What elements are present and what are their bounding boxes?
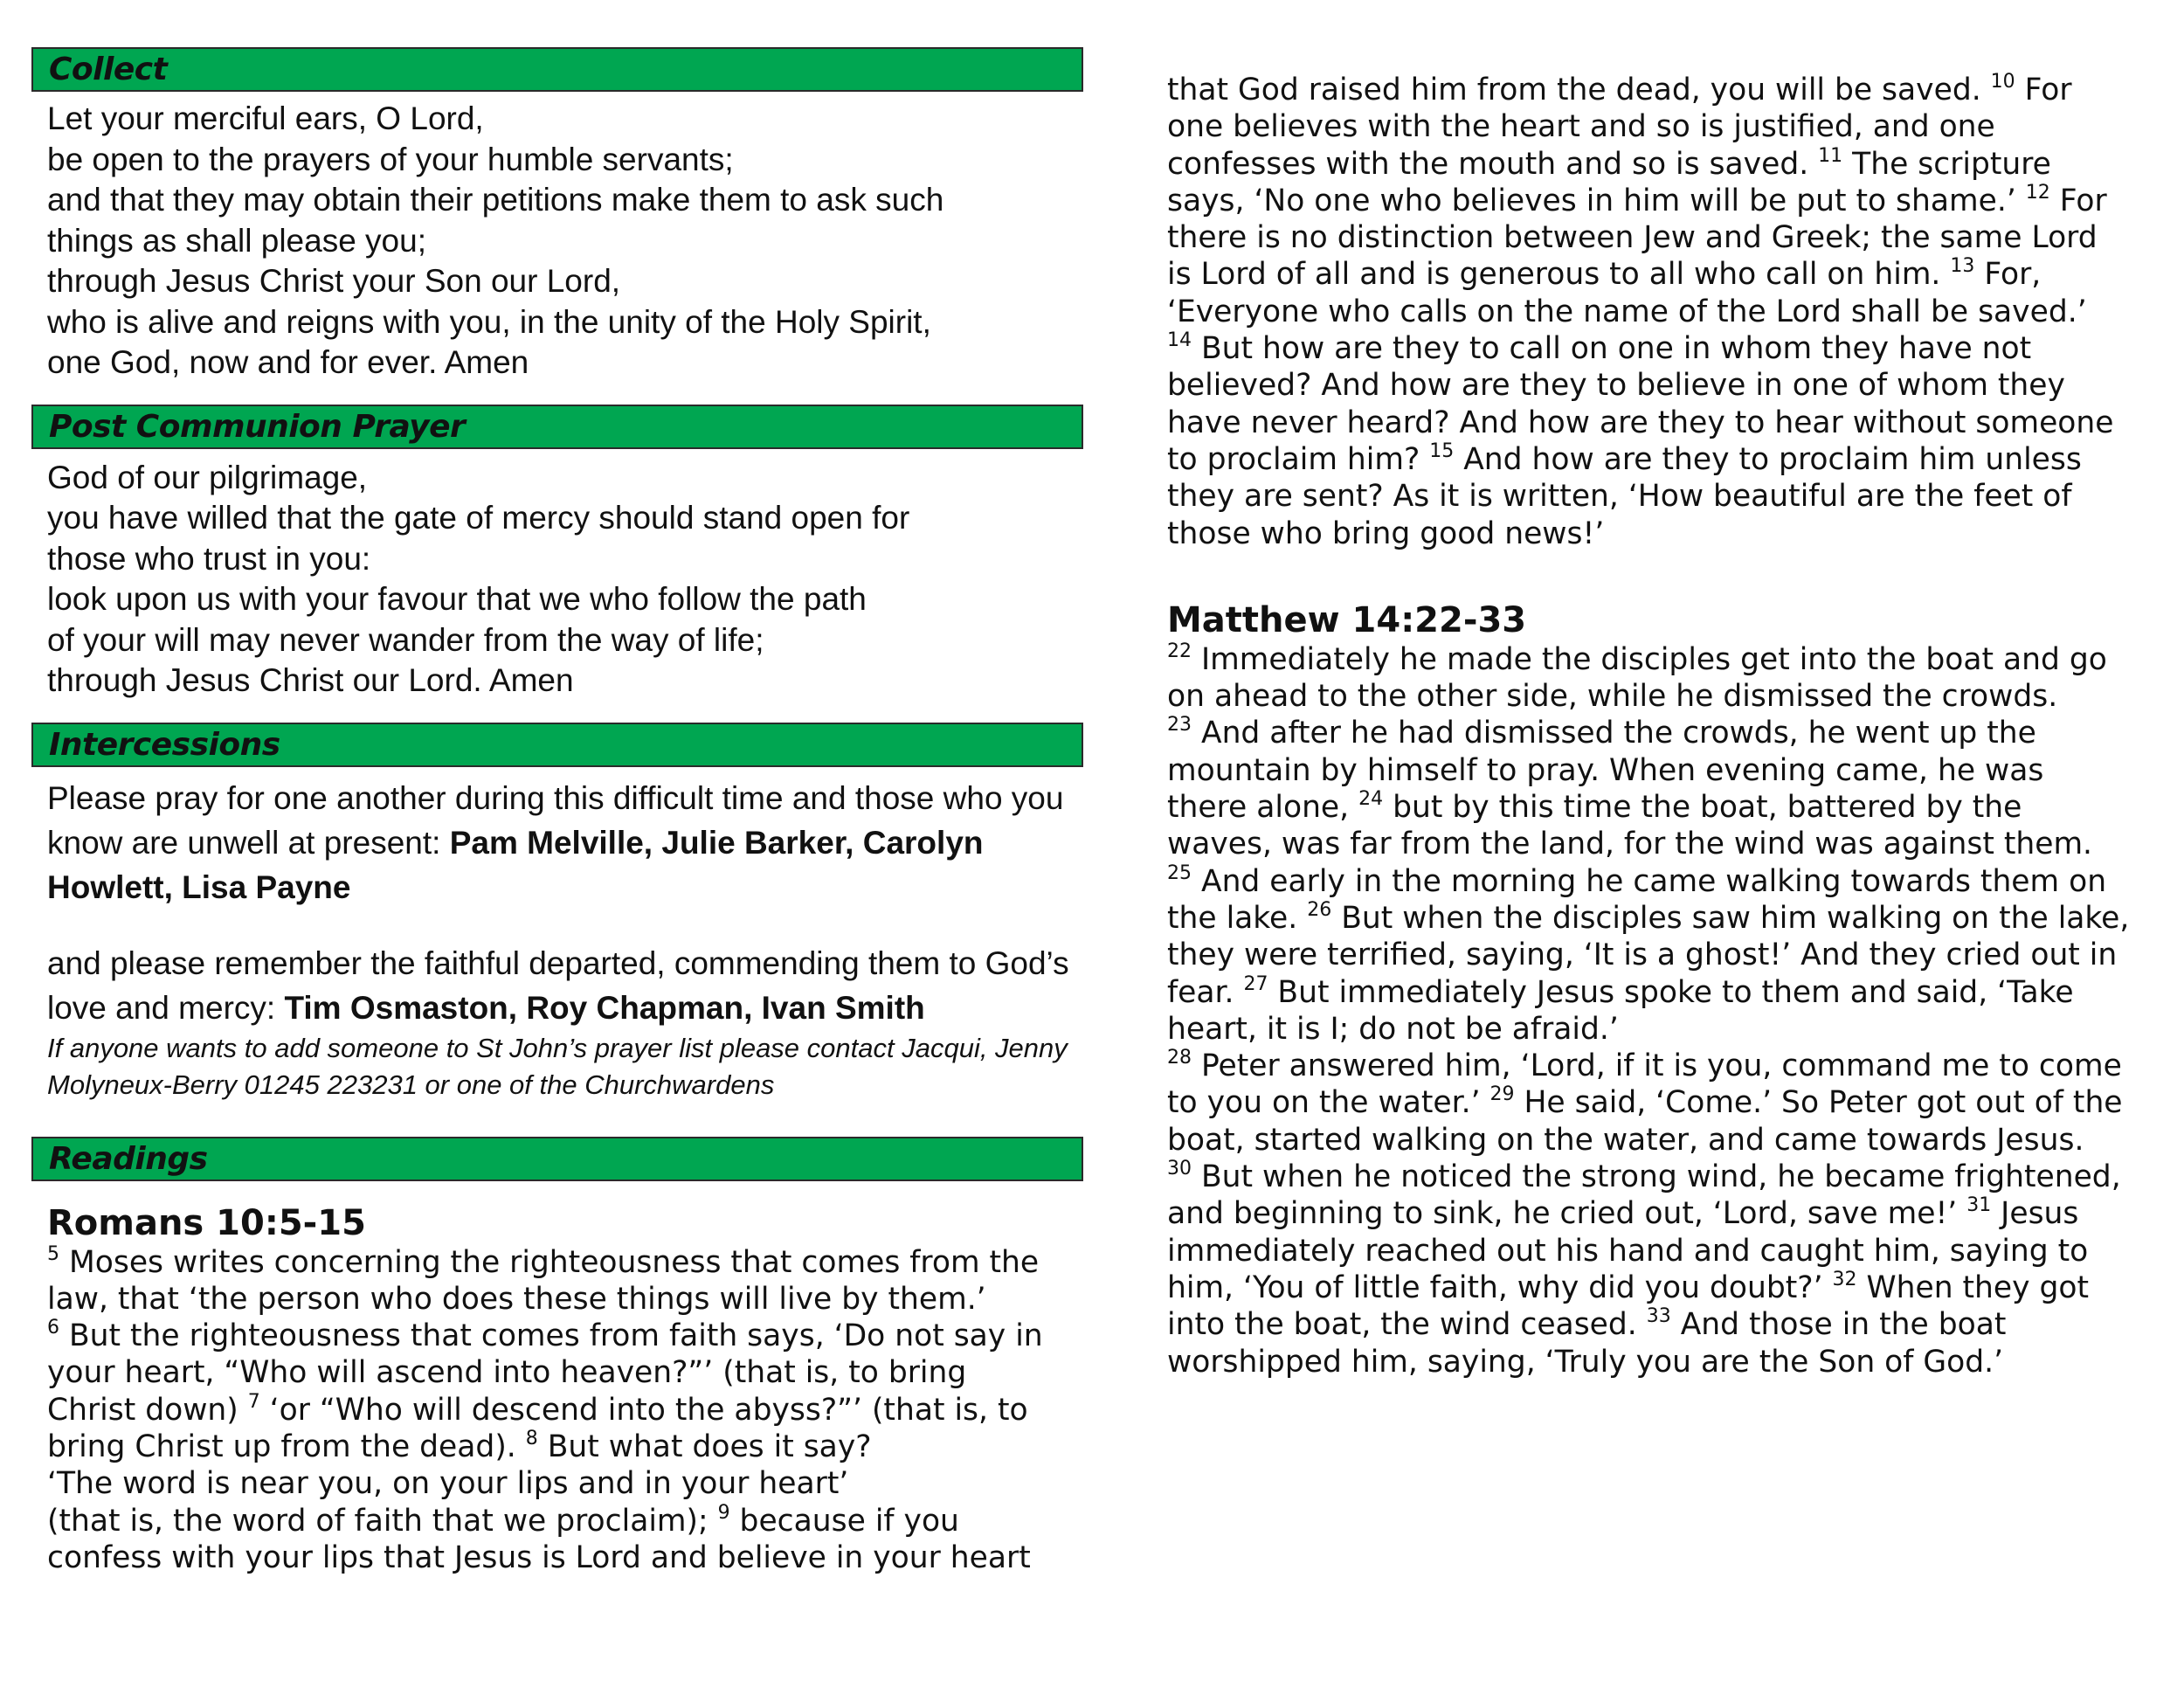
collect-prayer (31, 99, 1083, 384)
verse-number: 13 (1950, 255, 1975, 278)
scripture-line (1167, 1048, 2154, 1084)
scripture-text: But immediately Jesus spoke to them and said, ‘Take (1268, 974, 2074, 1010)
scripture-line: on ahead to the other side, while he dismissed the crowds. (1167, 679, 2058, 715)
post-communion-line: look upon us with your favour that we who follow the path (47, 581, 867, 617)
scripture-text: is Lord of all and is generous to all who call on him. (1167, 257, 1951, 293)
scripture-line (47, 1392, 1083, 1429)
scripture-text: The scripture (1842, 146, 2051, 182)
scripture-text: says, ‘No one who believes in him will be put to shame.’ (1167, 183, 2026, 218)
scripture-line: one believes with the heart and so is justified, and one (1167, 109, 1995, 145)
post-communion-line: of your will may never wander from the way of life; (47, 621, 764, 658)
collect-line: through Jesus Christ your Son our Lord, (47, 263, 621, 299)
scripture-line (47, 1429, 1083, 1465)
scripture-line (1167, 1195, 2154, 1232)
scripture-line: there is no distinction between Jew and Greek; the same Lord (1167, 220, 2098, 256)
collect-line: things as shall please you; (47, 222, 426, 259)
scripture-text: Moses writes concerning the righteousness that comes from the (59, 1244, 1040, 1280)
scripture-line (1167, 974, 2154, 1011)
matthew-text (1167, 641, 2154, 1380)
scripture-line (1167, 641, 2154, 678)
scripture-text: Immediately he made the disciples get into the boat and go (1192, 641, 2107, 677)
scripture-line: ‘The word is near you, on your lips and in your heart’ (47, 1466, 849, 1502)
romans-text (31, 1244, 1083, 1577)
scripture-line: immediately reached out his hand and caught him, saying to (1167, 1233, 2089, 1269)
verse-number: 6 (47, 1317, 59, 1339)
verse-number: 5 (47, 1242, 59, 1265)
scripture-text: For (2015, 73, 2072, 107)
verse-number: 7 (247, 1390, 260, 1413)
post-communion-line: you have willed that the gate of mercy should stand open for (47, 500, 910, 536)
departed-paragraph (47, 941, 1083, 1030)
scripture-text: And how are they to proclaim him unless (1454, 441, 2082, 477)
scripture-line (1167, 330, 2154, 367)
scripture-text: Jesus (1991, 1196, 2079, 1232)
scripture-text: because if you (729, 1503, 959, 1539)
scripture-text: But the righteousness that comes from faith says, ‘Do not say in (59, 1318, 1043, 1354)
scripture-line: confess with your lips that Jesus is Lord and believe in your heart (47, 1539, 1031, 1575)
unwell-names: Pam Melville, Julie Barker, Carolyn Howlett, Lisa Payne (47, 824, 984, 905)
scripture-line: they are sent? As it is written, ‘How beautiful are the feet of (1167, 479, 2072, 515)
prayer-list-note: If anyone wants to add someone to St John’s prayer list please contact Jacqui, Jenny Molyneux-Berry 01245 223231 or one of the Churchwardens (47, 1032, 1068, 1100)
verse-number: 9 (717, 1501, 730, 1524)
scripture-text: But what does it say? (537, 1429, 872, 1464)
scripture-text: and beginning to sink, he cried out, ‘Lord, save me!’ (1167, 1196, 1967, 1232)
scripture-line (1167, 1084, 2154, 1121)
romans-continued (1167, 72, 2154, 552)
verse-number: 30 (1167, 1158, 1192, 1180)
intercessions-heading: Intercessions (31, 723, 1083, 767)
left-column (31, 47, 1083, 1576)
scripture-text: For, (1974, 257, 2042, 293)
scripture-line: heart, it is I; do not be afraid.’ (1167, 1011, 1619, 1047)
verse-number: 10 (1990, 71, 2015, 93)
scripture-line (1167, 146, 2154, 183)
readings-section (31, 1137, 1083, 1577)
scripture-line: waves, was far from the land, for the wind was against them. (1167, 827, 2093, 862)
scripture-text: Peter answered him, ‘Lord, if it is you, command me to come (1192, 1048, 2122, 1084)
post-communion-line: God of our pilgrimage, (47, 459, 368, 495)
collect-line: Let your merciful ears, O Lord, (47, 100, 484, 136)
scripture-text: And after he had dismissed the crowds, he went up the (1192, 716, 2036, 751)
verse-number: 32 (1832, 1268, 1857, 1290)
intercessions-body (31, 776, 1083, 1103)
scripture-text: ‘or “Who will descend into the abyss?”’ (that is, to (259, 1392, 1028, 1428)
scripture-text: fear. (1167, 974, 1244, 1010)
scripture-text: there alone, (1167, 790, 1359, 826)
scripture-text: confesses with the mouth and so is saved. (1167, 146, 1819, 182)
scripture-line (1167, 441, 2154, 478)
scripture-line (1167, 900, 2154, 937)
scripture-line: your heart, “Who will ascend into heaven?”’ (that is, to bring (47, 1355, 967, 1391)
verse-number: 31 (1966, 1194, 1992, 1217)
intercessions-section (31, 723, 1083, 1103)
scripture-text: But when the disciples saw him walking on the lake, (1331, 900, 2130, 936)
verse-number: 22 (1167, 640, 1192, 662)
verse-number: 25 (1167, 861, 1192, 884)
collect-section (31, 47, 1083, 384)
readings-heading: Readings (31, 1137, 1083, 1181)
scripture-line: believed? And how are they to believe in one of whom they (1167, 368, 2065, 404)
scripture-text: For (2049, 183, 2107, 218)
verse-number: 11 (1818, 144, 1843, 167)
scripture-text: And early in the morning he came walking towards them on (1192, 863, 2107, 899)
verse-number: 23 (1167, 714, 1192, 737)
collect-line: be open to the prayers of your humble servants; (47, 141, 734, 177)
scripture-text: But when he noticed the strong wind, he became frightened, (1192, 1159, 2121, 1195)
verse-number: 33 (1646, 1305, 1671, 1328)
verse-number: 8 (525, 1427, 538, 1449)
unwell-intro: Please pray for one another during this difficult time and those who you know are unwell at present: (47, 779, 1064, 861)
scripture-line: mountain by himself to pray. When evening came, he was (1167, 752, 2044, 788)
departed-names: Tim Osmaston, Roy Chapman, Ivan Smith (284, 989, 925, 1026)
romans-title: Romans 10:5-15 (47, 1202, 366, 1243)
scripture-text: the lake. (1167, 900, 1308, 936)
scripture-text: When they got (1856, 1269, 2090, 1305)
verse-number: 12 (2025, 181, 2050, 204)
scripture-text: to proclaim him? (1167, 441, 1430, 477)
verse-number: 24 (1358, 788, 1384, 811)
scripture-text: But how are they to call on one in whom they have not (1192, 331, 2032, 367)
departed-intro: and please remember the faithful departed, commending them to God’s love and mercy: (47, 944, 1069, 1026)
verse-number: 26 (1307, 898, 1332, 921)
scripture-line (47, 1503, 1083, 1539)
scripture-line (1167, 715, 2154, 751)
scripture-text: but by this time the boat, battered by the (1383, 790, 2022, 826)
right-column (1167, 72, 2154, 1380)
scripture-text: (that is, the word of faith that we proclaim); (47, 1503, 718, 1539)
verse-number: 14 (1167, 329, 1192, 352)
scripture-text: into the boat, the wind ceased. (1167, 1307, 1647, 1343)
verse-number: 28 (1167, 1047, 1192, 1069)
scripture-line: worshipped him, saying, ‘Truly you are the Son of God.’ (1167, 1344, 2004, 1380)
scripture-text: to you on the water.’ (1167, 1085, 1490, 1121)
post-communion-line: those who trust in you: (47, 540, 371, 577)
matthew-title: Matthew 14:22-33 (1167, 599, 1527, 640)
verse-number: 15 (1429, 439, 1455, 462)
scripture-line (1167, 1159, 2154, 1195)
scripture-text: He said, ‘Come.’ So Peter got out of the (1514, 1085, 2123, 1121)
post-communion-section (31, 405, 1083, 702)
scripture-text: Christ down) (47, 1392, 248, 1428)
collect-line: who is alive and reigns with you, in the unity of the Holy Spirit, (47, 303, 931, 340)
scripture-line: law, that ‘the person who does these things will live by them.’ (47, 1281, 986, 1317)
scripture-line (1167, 183, 2154, 219)
scripture-line (47, 1244, 1083, 1281)
scripture-line: ‘Everyone who calls on the name of the Lord shall be saved.’ (1167, 294, 2087, 329)
scripture-line (1167, 1269, 2154, 1306)
collect-line: and that they may obtain their petitions make them to ask such (47, 182, 944, 218)
post-communion-heading: Post Communion Prayer (31, 405, 1083, 449)
post-communion-prayer (31, 458, 1083, 702)
scripture-line: those who bring good news!’ (1167, 515, 1605, 551)
collect-heading: Collect (31, 47, 1083, 92)
verse-number: 29 (1489, 1083, 1515, 1106)
collect-line: one God, now and for ever. Amen (47, 344, 529, 380)
scripture-line: boat, started walking on the water, and came towards Jesus. (1167, 1122, 2084, 1158)
scripture-text: bring Christ up from the dead). (47, 1429, 526, 1464)
unwell-paragraph (47, 776, 1083, 910)
scripture-line: they were terrified, saying, ‘It is a ghost!’ And they cried out in (1167, 937, 2118, 973)
scripture-line (1167, 256, 2154, 293)
scripture-text: him, ‘You of little faith, why did you doubt?’ (1167, 1269, 1833, 1305)
scripture-text: that God raised him from the dead, you will be saved. (1167, 73, 1991, 107)
scripture-line (1167, 863, 2154, 900)
post-communion-line: through Jesus Christ our Lord. Amen (47, 662, 574, 698)
scripture-line (1167, 1306, 2154, 1343)
verse-number: 27 (1243, 972, 1268, 995)
scripture-line (1167, 72, 2154, 108)
scripture-text: And those in the boat (1670, 1307, 2007, 1343)
scripture-line (1167, 789, 2154, 826)
scripture-line (47, 1318, 1083, 1354)
scripture-line: have never heard? And how are they to hear without someone (1167, 405, 2114, 440)
